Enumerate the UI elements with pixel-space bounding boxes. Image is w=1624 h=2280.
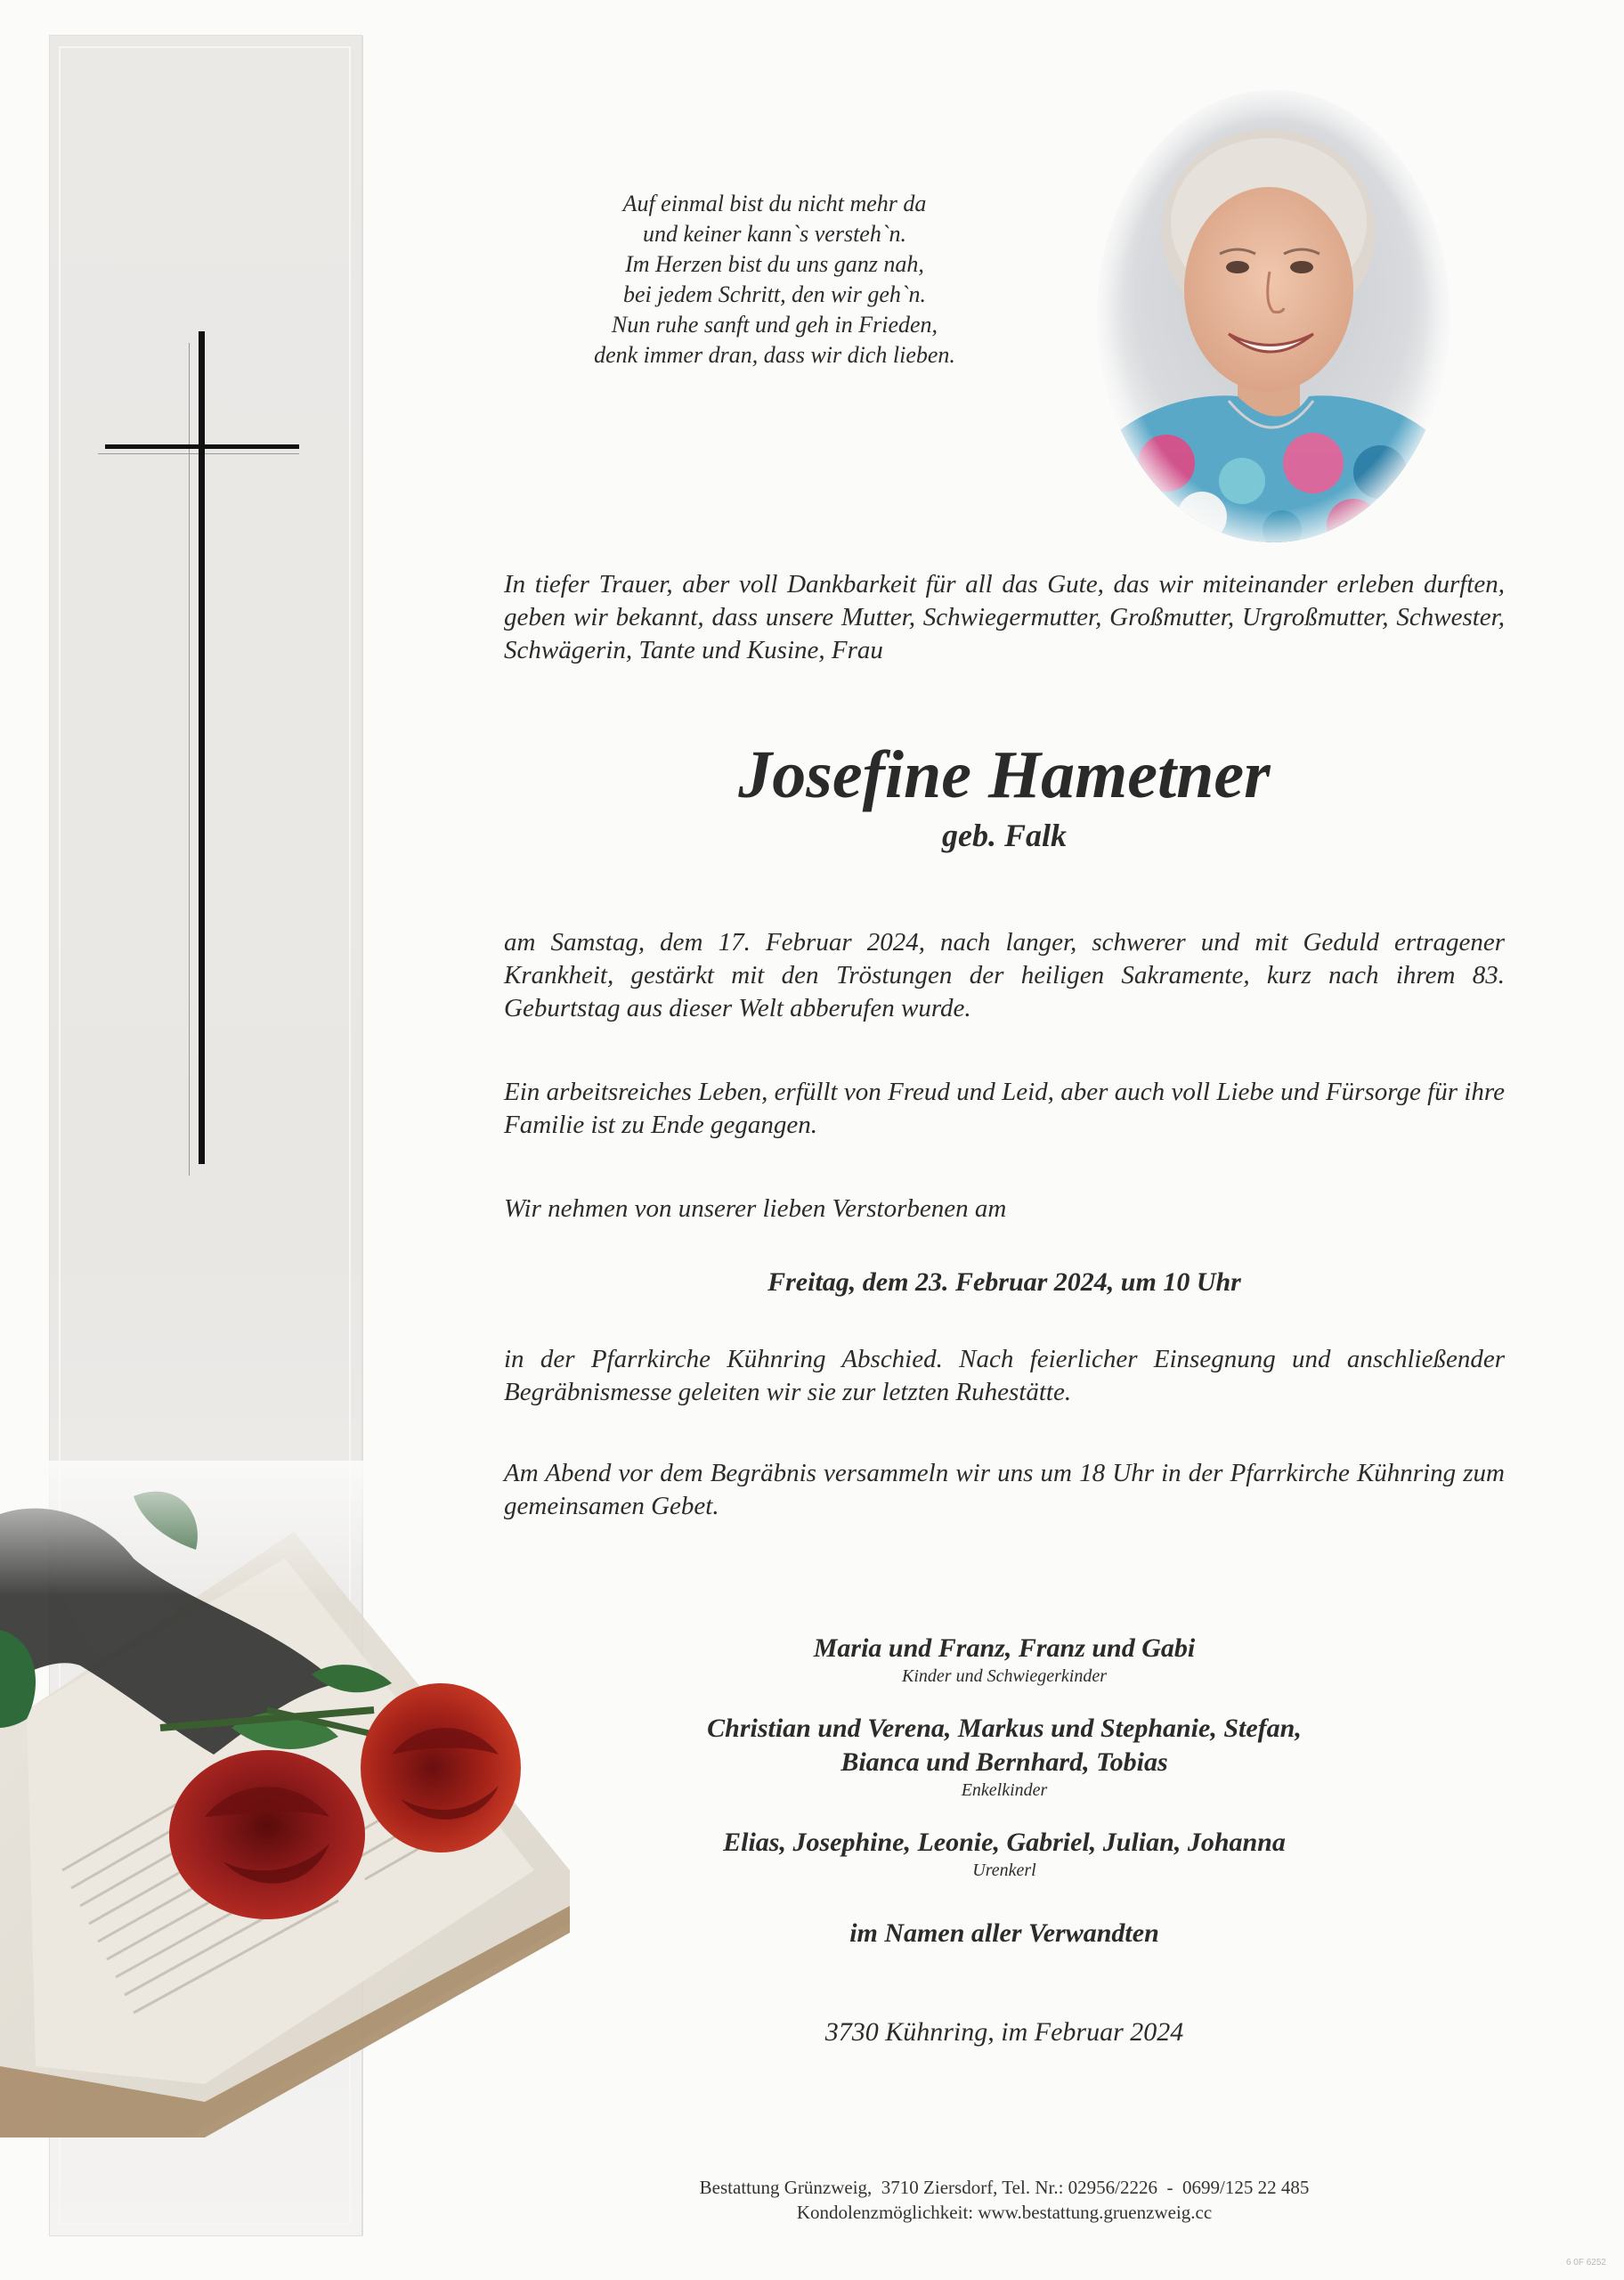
maiden-name: geb. Falk [942, 818, 1067, 853]
life-paragraph: Ein arbeitsreiches Leben, erfüllt von Freud und Leid, aber auch voll Liebe und Fürsorge für ihre Familie ist zu Ende gegangen. [504, 1078, 1505, 1139]
poem-line: Auf einmal bist du nicht mehr da [622, 191, 927, 216]
mourners-great-grandchildren: Elias, Josephine, Leonie, Gabriel, Julian, Johanna [723, 1828, 1286, 1857]
poem-line: und keiner kann`s versteh`n. [642, 221, 907, 247]
funeral-home-info: Bestattung Grünzweig, 3710 Ziersdorf, Tel. Nr.: 02956/2226 - 0699/125 22 485 [699, 2177, 1310, 2198]
mourners-relatives: im Namen aller Verwandten [849, 1918, 1159, 1948]
place-and-date: 3730 Kühnring, im Februar 2024 [824, 2017, 1184, 2047]
poem-line: Im Herzen bist du uns ganz nah, [625, 251, 924, 277]
poem-line: bei jedem Schritt, den wir geh`n. [622, 281, 927, 307]
farewell-date: Freitag, dem 23. Februar 2024, um 10 Uhr [767, 1267, 1241, 1297]
document-code: 6 0F 6252 [1565, 2258, 1606, 2268]
farewell-intro: Wir nehmen von unserer lieben Verstorbenen am [504, 1194, 1007, 1223]
mourners-great-grandchildren-role: Urenkerl [972, 1861, 1036, 1880]
condolence-link[interactable]: Kondolenzmöglichkeit: www.bestattung.gruenzweig.cc [796, 2202, 1213, 2223]
mourners-grandchildren [504, 1712, 1505, 1779]
intro-paragraph: In tiefer Trauer, aber voll Dankbarkeit für all das Gute, das wir miteinander erleben durften, geben wir bekannt, dass unsere Mutter, Schwiegermutter, Großmutter, Urgroßmutter, Schwester, Schwägerin, Tante und Kusine, Frau [504, 570, 1505, 664]
memorial-poem [499, 189, 1051, 370]
poem-line: Nun ruhe sanft und geh in Frieden, [611, 312, 938, 338]
mourners-children: Maria und Franz, Franz und Gabi [813, 1633, 1196, 1663]
portrait-photo [1095, 89, 1451, 543]
mourners-grandchildren-role: Enkelkinder [961, 1780, 1048, 1800]
prayer-paragraph: Am Abend vor dem Begräbnis versammeln wir uns um 18 Uhr in der Pfarrkirche Kühnring zum gemeinsamen Gebet. [504, 1459, 1505, 1520]
mourners-children-role: Kinder und Schwiegerkinder [902, 1666, 1107, 1686]
grandchildren-line: Bianca und Bernhard, Tobias [840, 1747, 1168, 1777]
poem-line: denk immer dran, dass wir dich lieben. [594, 342, 955, 368]
grandchildren-line: Christian und Verena, Markus und Stephanie, Stefan, [707, 1714, 1302, 1743]
death-notice-paragraph: am Samstag, dem 17. Februar 2024, nach langer, schwerer und mit Geduld ertragener Krankheit, gestärkt mit den Tröstungen der heiligen Sakramente, kurz nach ihrem 83. Geburtstag aus dieser Welt abberufen wurde. [504, 928, 1505, 1022]
deceased-name: Josefine Hametner [738, 737, 1271, 812]
farewell-place-paragraph: in der Pfarrkirche Kühnring Abschied. Nach feierlicher Einsegnung und anschließender Begräbnismesse geleiten wir sie zur letzten Ruhestätte. [504, 1345, 1505, 1406]
